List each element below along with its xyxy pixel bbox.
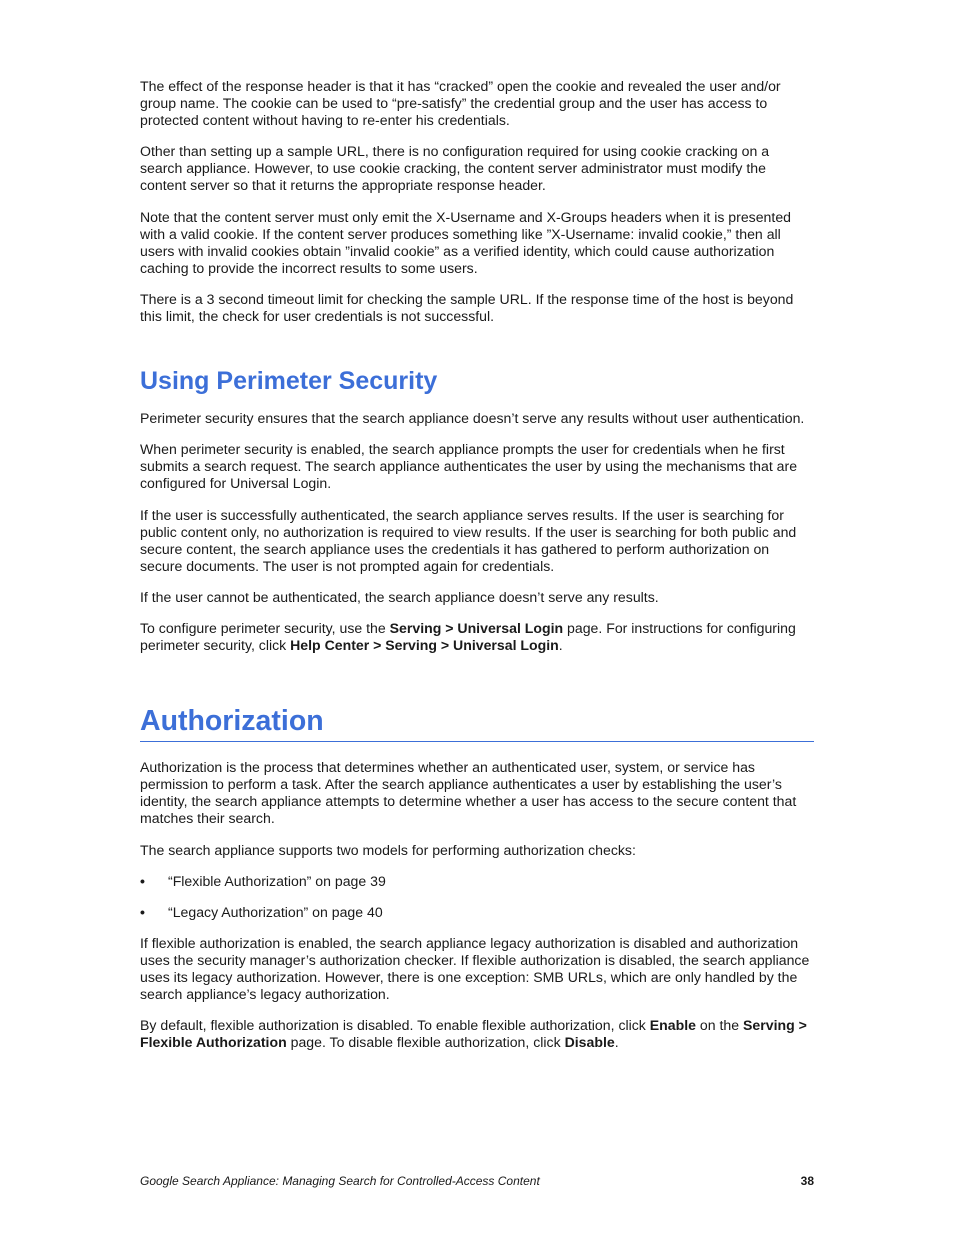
bullet-icon: • <box>140 872 145 889</box>
footer-document-title: Google Search Appliance: Managing Search for Controlled-Access Content <box>140 1174 540 1188</box>
text-run: By default, flexible authorization is disabled. To enable flexible authorization, click <box>140 1017 650 1034</box>
link-legacy-authorization[interactable]: “Legacy Authorization” on page 40 <box>168 903 383 920</box>
perimeter-paragraph-1: Perimeter security ensures that the search appliance doesn’t serve any results without user authentication. <box>140 410 805 427</box>
text-run: To configure perimeter security, use the <box>140 619 390 636</box>
perimeter-paragraph-3: If the user is successfully authenticated, the search appliance serves results. If the user is searching for public content only, no authorization is required to view results. If the user is searching for both public and secure content, the search appliance uses the credentials it has gathered to perform authorization on secure documents. The user is not prompted again for credentials. <box>140 506 797 574</box>
authorization-heading: Authorization <box>140 704 814 742</box>
text-run: page. To disable flexible authorization, click <box>286 1034 565 1051</box>
authorization-paragraph-4 <box>140 1017 814 1051</box>
disable-label: Disable <box>564 1034 615 1051</box>
link-flexible-authorization[interactable]: “Flexible Authorization” on page 39 <box>168 872 386 889</box>
perimeter-paragraph-4: If the user cannot be authenticated, the search appliance doesn’t serve any results. <box>140 588 659 605</box>
text-run: on the <box>695 1017 744 1034</box>
intro-paragraph-1: The effect of the response header is that it has “cracked” open the cookie and revealed the user and/or group name. The cookie can be used to “pre-satisfy” the credential group and the user has access to protected content without having to re-enter his credentials. <box>140 78 781 129</box>
list-item <box>140 873 814 890</box>
text-run: . <box>558 637 563 654</box>
menu-path-flexible-authorization: Serving > Flexible Authorization <box>140 1017 807 1051</box>
list-item <box>140 904 814 921</box>
perimeter-heading: Using Perimeter Security <box>140 367 438 396</box>
authorization-paragraph-3: If flexible authorization is enabled, the search appliance legacy authorization is disabled and authorization uses the security manager’s authorization checker. If flexible authorization is disabled, the search appliance uses its legacy authorization. However, there is one exception: SMB URLs, which are only handled by the search appliance’s legacy authorization. <box>140 934 810 1003</box>
intro-paragraph-2: Other than setting up a sample URL, there is no configuration required for using cookie cracking on a search appliance. However, to use cookie cracking, the content server administrator must modify the content server so that it returns the appropriate response header. <box>140 143 770 194</box>
authorization-paragraph-1: Authorization is the process that determines whether an authenticated user, system, or service has permission to perform a task. After the search appliance authenticates a user by establishing the user’s identity, the search appliance attempts to determine whether a user has access to the secure content that matches their search. <box>140 759 797 827</box>
bullet-icon: • <box>140 903 145 920</box>
page-footer <box>140 1173 814 1189</box>
page-content <box>140 78 814 1051</box>
authorization-paragraph-2: The search appliance supports two models for performing authorization checks: <box>140 841 636 858</box>
text-run: . <box>614 1034 619 1051</box>
text-run: page. For instructions for configuring perimeter security, click <box>140 619 796 654</box>
intro-paragraph-3: Note that the content server must only emit the X-Username and X-Groups headers when it is presented with a valid cookie. If the content server produces something like ”X-Username: invalid cookie,” then all users with invalid cookies obtain ”invalid cookie” as a verified identity, which could cause authorization caching to provide the incorrect results to some users. <box>140 208 791 276</box>
enable-label: Enable <box>649 1017 696 1034</box>
intro-paragraph-4: There is a 3 second timeout limit for checking the sample URL. If the response time of the host is beyond this limit, the check for user credentials is not successful. <box>140 290 794 325</box>
perimeter-paragraph-2: When perimeter security is enabled, the search appliance prompts the user for credentials when he first submits a search request. The search appliance authenticates the user by using the mechanisms that are configured for Universal Login. <box>140 441 798 492</box>
perimeter-paragraph-5 <box>140 620 814 654</box>
menu-path-help-center: Help Center > Serving > Universal Login <box>290 637 559 654</box>
page-number: 38 <box>800 1174 814 1188</box>
menu-path-universal-login: Serving > Universal Login <box>389 619 564 636</box>
